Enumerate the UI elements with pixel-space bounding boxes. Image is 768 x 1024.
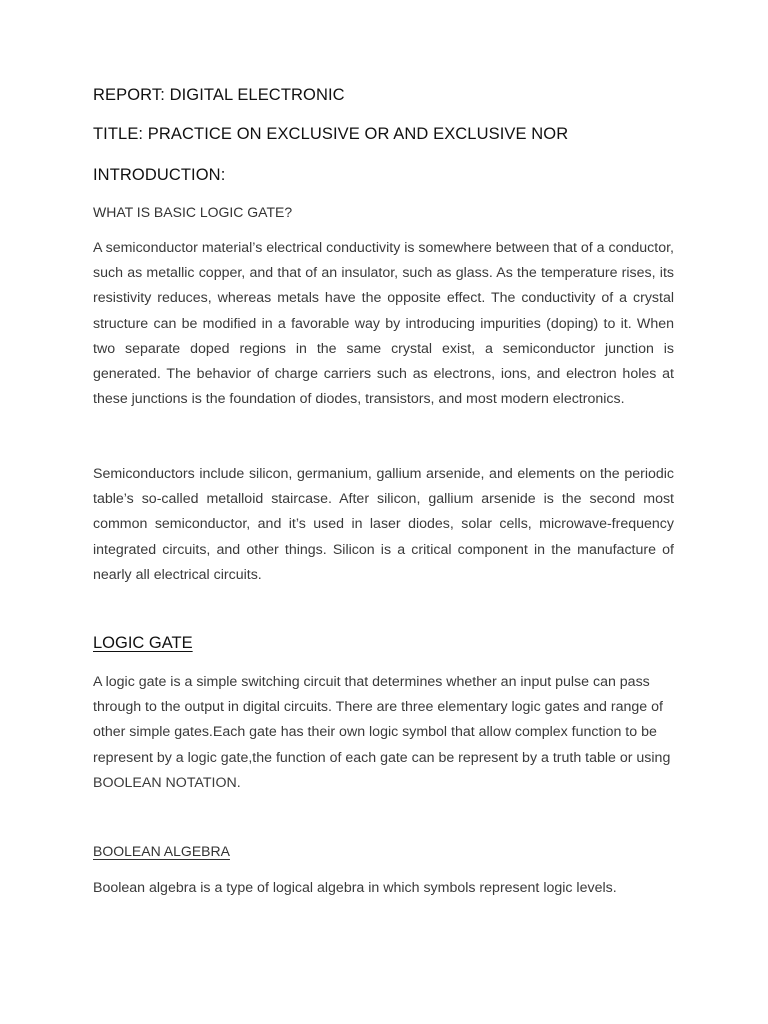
paragraph-logic-gate: A logic gate is a simple switching circuit that determines whether an input pulse can pass through to the output in digital circuits. There are three elementary logic gates and range of other simple gates.Each gate has their own logic symbol that allow complex function to be represent by a logic gate,the function of each gate can be represent by a truth table or using BOOLEAN NOTATION. xyxy=(93,674,671,791)
paragraph-boolean-algebra: Boolean algebra is a type of logical algebra in which symbols represent logic levels. xyxy=(93,880,617,896)
boolean-algebra-heading: BOOLEAN ALGEBRA xyxy=(93,843,230,859)
report-heading: REPORT: DIGITAL ELECTRONIC xyxy=(93,86,345,104)
paragraph-semiconductor-materials: Semiconductors include silicon, germanium, gallium arsenide, and elements on the periodic table’s so-called metalloid staircase. After silicon, gallium arsenide is the second most common semiconductor, and it’s used in laser diodes, solar cells, microwave-frequency integrated circuits, and other things. Silicon is a critical component in the manufacture of nearly all electrical circuits. xyxy=(93,466,674,583)
title-heading: TITLE: PRACTICE ON EXCLUSIVE OR AND EXCLUSIVE NOR xyxy=(93,125,569,143)
question-heading: WHAT IS BASIC LOGIC GATE? xyxy=(93,204,293,220)
paragraph-semiconductor-conductivity: A semiconductor material’s electrical conductivity is somewhere between that of a conductor, such as metallic copper, and that of an insulator, such as glass. As the temperature rises, its resistivity reduces, whereas metals have the opposite effect. The conductivity of a crystal structure can be modified in a favorable way by introducing impurities (doping) to it. When two separate doped regions in the same crystal exist, a semiconductor junction is generated. The behavior of charge carriers such as electrons, ions, and electron holes at these junctions is the foundation of diodes, transistors, and most modern electronics. xyxy=(93,240,674,408)
logic-gate-heading: LOGIC GATE xyxy=(93,634,193,652)
introduction-heading: INTRODUCTION: xyxy=(93,166,226,184)
